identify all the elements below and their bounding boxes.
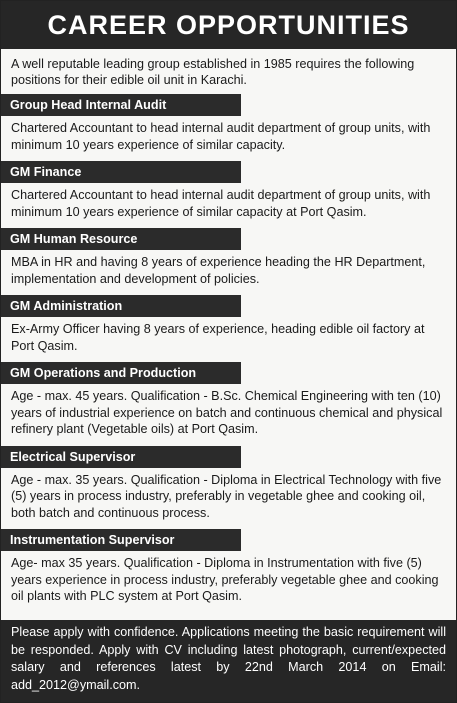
position-description: Age- max 35 years. Qualification - Diploma in Instrumentation with five (5) years experience in process industry, preferably vegetable ghee and cooking oil plants with PLC system at Port Qasim. [11, 556, 439, 603]
position-description: Age - max. 35 years. Qualification - Diploma in Electrical Technology with five (5) years in process industry, preferably in vegetable ghee and cooking oil, both batch and continuous process. [11, 472, 442, 520]
position-gm-administration [1, 295, 456, 360]
position-gm-operations-production [1, 362, 456, 444]
position-instrumentation-supervisor [1, 529, 456, 611]
position-heading: Electrical Supervisor [1, 446, 241, 468]
position-heading: Instrumentation Supervisor [1, 529, 241, 551]
application-instructions: Please apply with confidence. Applications meeting the basic requirement will be responded. Apply with CV including latest photograph, current/expected salary and references latest by 22nd March 2014 on Email: add_2012@ymail.com. [1, 620, 456, 702]
position-description: Ex-Army Officer having 8 years of experience, heading edible oil factory at Port Qasim. [11, 322, 425, 353]
position-group-head-internal-audit [1, 94, 456, 159]
position-electrical-supervisor [1, 446, 456, 528]
position-description: Age - max. 45 years. Qualification - B.Sc. Chemical Engineering with ten (10) years of industrial experience on batch and continuous chemical and physical refinery plant (Vegetable oils) at Port Qasim. [11, 389, 443, 436]
intro-text: A well reputable leading group established in 1985 requires the following positions for their edible oil unit in Karachi. [11, 57, 415, 87]
position-heading: GM Operations and Production [1, 362, 241, 384]
position-description: Chartered Accountant to head internal audit department of group units, with minimum 10 years experience of similar capacity. [11, 121, 431, 152]
position-description: Chartered Accountant to head internal audit department of group units, with minimum 10 years experience of similar capacity at Port Qasim. [11, 188, 431, 219]
position-heading: GM Finance [1, 161, 241, 183]
position-gm-finance [1, 161, 456, 226]
position-description: MBA in HR and having 8 years of experience heading the HR Department, implementation and development of policies. [11, 255, 426, 286]
position-heading: Group Head Internal Audit [1, 94, 241, 116]
page-title: CAREER OPPORTUNITIES [1, 1, 456, 49]
position-gm-human-resource [1, 228, 456, 293]
position-heading: GM Human Resource [1, 228, 241, 250]
position-heading: GM Administration [1, 295, 241, 317]
